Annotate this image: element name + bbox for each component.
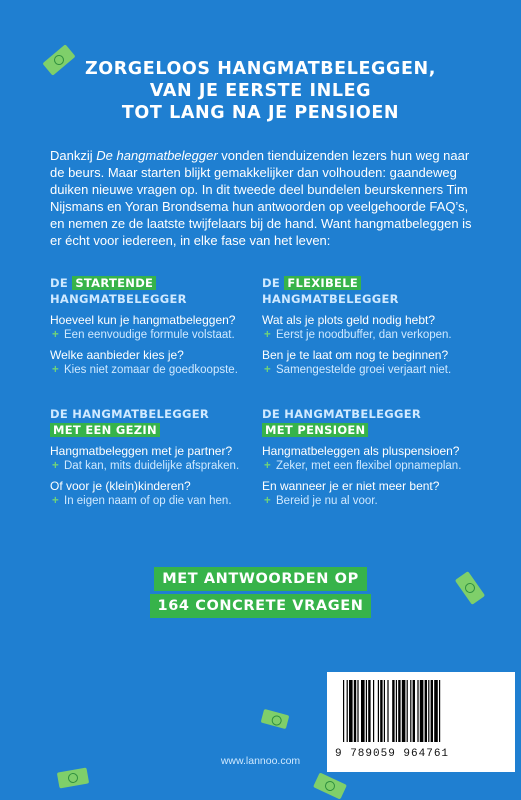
headline-line: VAN JE EERSTE INLEG: [149, 81, 372, 101]
question: Hangmatbeleggen als pluspensioen?: [262, 444, 460, 458]
plus-icon: +: [52, 364, 59, 376]
answer: [50, 494, 265, 508]
answer: [262, 328, 477, 342]
section-gezin: [50, 406, 265, 508]
answer-text: Zeker, met een flexibel opnameplan.: [276, 460, 462, 472]
answer-text: Dat kan, mits duidelijke afspraken.: [64, 460, 240, 472]
section-title: [262, 406, 477, 438]
answer-text: Bereid je nu al voor.: [276, 495, 378, 507]
question: Of voor je (klein)kinderen?: [50, 479, 191, 493]
euro-note-icon: [57, 768, 89, 789]
question: Welke aanbieder kies je?: [50, 348, 184, 362]
plus-icon: +: [264, 364, 271, 376]
question: Wat als je plots geld nodig hebt?: [262, 313, 435, 327]
section-title-highlight: FLEXIBELE: [284, 276, 361, 290]
euro-note-icon: [261, 709, 290, 729]
question: Hangmatbeleggen met je partner?: [50, 444, 233, 458]
answer: [50, 328, 265, 342]
question: En wanneer je er niet meer bent?: [262, 479, 440, 493]
question: Hoeveel kun je hangmatbeleggen?: [50, 313, 236, 327]
answer-text: Samengestelde groei verjaart niet.: [276, 364, 452, 376]
cta-line-2: [0, 597, 521, 615]
plus-icon: +: [264, 460, 271, 472]
website-url: www.lannoo.com: [220, 755, 301, 767]
section-title-prefix: DE: [262, 276, 285, 290]
section-title-highlight: STARTENDE: [72, 276, 156, 290]
barcode-bars: [341, 680, 501, 746]
section-title-line2: HANGMATBELEGGER: [262, 292, 399, 306]
intro-text: vonden tienduizenden lezers hun weg naar de beurs. Maar starten blijkt gemakkelijker dan volhouden: gaandeweg duiken nieuwe vragen op. In dit tweede deel bundelen beurskenners Tim Nijsmans en Yoran Brondsema hun antwoorden op veelgehoorde FAQ’s, en nemen ze de laatste twijfelaars bij de hand. Want hangmatbeleggen is er écht voor iedereen, in elke fase van het leven:: [50, 148, 472, 248]
plus-icon: +: [52, 495, 59, 507]
answer: [262, 363, 477, 377]
section-flexibele: [262, 275, 477, 377]
euro-note-icon: [313, 772, 347, 799]
plus-icon: +: [264, 329, 271, 341]
cover-headline: [0, 58, 521, 124]
section-title-line1: DE HANGMATBELEGGER: [262, 407, 422, 421]
cta-line-1: [0, 570, 521, 588]
answer-text: In eigen naam of op die van hen.: [64, 495, 232, 507]
headline-line: TOT LANG NA JE PENSIOEN: [121, 103, 400, 123]
cta-text: 164 CONCRETE VRAGEN: [150, 594, 372, 618]
intro-lead: Dankzij: [50, 148, 97, 163]
isbn-number: 9 789059 964761: [335, 748, 450, 760]
answer-text: Een eenvoudige formule volstaat.: [64, 329, 235, 341]
section-title: [50, 406, 265, 438]
section-title-highlight: MET PENSIOEN: [262, 423, 368, 437]
section-title-line2: HANGMATBELEGGER: [50, 292, 187, 306]
plus-icon: +: [52, 460, 59, 472]
answer: [50, 459, 265, 473]
answer: [262, 459, 477, 473]
headline-line: ZORGELOOS HANGMATBELEGGEN,: [84, 59, 437, 79]
section-title: [50, 275, 265, 307]
plus-icon: +: [52, 329, 59, 341]
answer-text: Eerst je noodbuffer, dan verkopen.: [276, 329, 452, 341]
answer-text: Kies niet zomaar de goedkoopste.: [64, 364, 238, 376]
intro-paragraph: [50, 147, 475, 249]
answer: [50, 363, 265, 377]
section-title-highlight: MET EEN GEZIN: [50, 423, 160, 437]
section-title-line1: DE HANGMATBELEGGER: [50, 407, 210, 421]
question: Ben je te laat om nog te beginnen?: [262, 348, 449, 362]
plus-icon: +: [264, 495, 271, 507]
section-title: [262, 275, 477, 307]
answer: [262, 494, 477, 508]
section-title-prefix: DE: [50, 276, 73, 290]
section-pensioen: [262, 406, 477, 508]
intro-book-title: De hangmatbelegger: [96, 148, 218, 163]
section-startende: [50, 275, 265, 377]
cta-text: MET ANTWOORDEN OP: [154, 567, 367, 591]
